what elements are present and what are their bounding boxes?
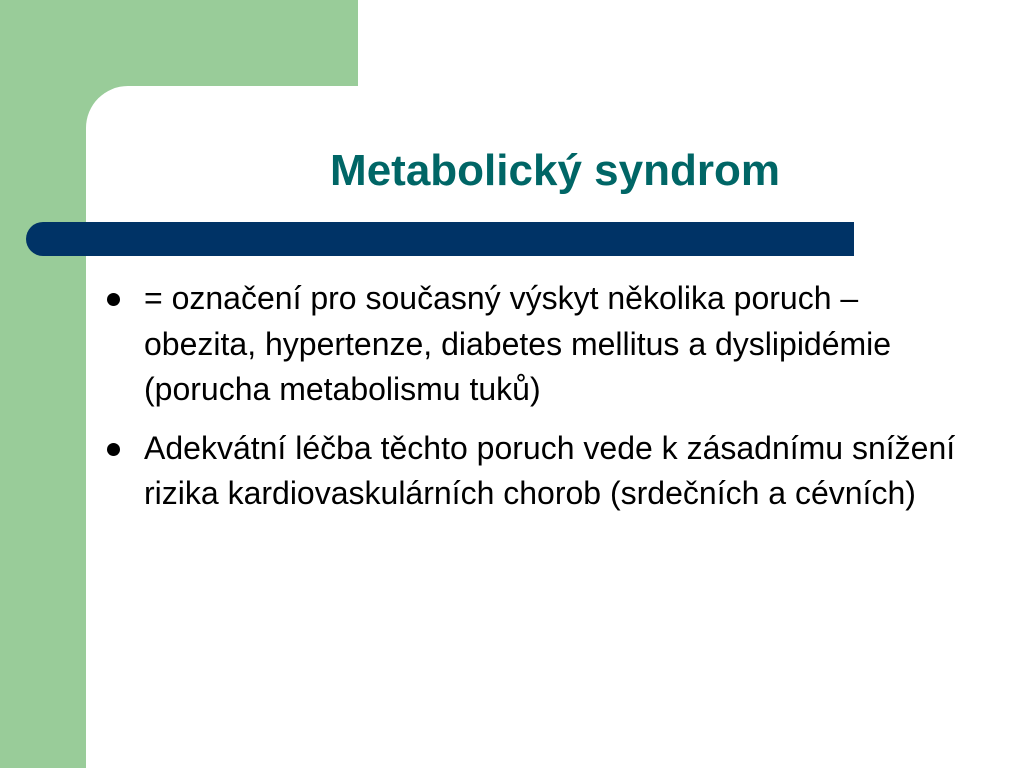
slide-title: Metabolický syndrom	[330, 146, 780, 195]
bullet-dot-icon	[107, 293, 120, 306]
bullet-text: = označení pro současný výskyt několika poruch – obezita, hypertenze, diabetes mellitus a dyslipidémie (porucha metabolismu tuků)	[144, 280, 892, 407]
bullet-item	[104, 426, 964, 517]
title-underline-bar	[26, 222, 854, 256]
bullet-text: Adekvátní léčba těchto poruch vede k zásadnímu snížení rizika kardiovaskulárních chorob (srdečních a cévních)	[144, 429, 956, 511]
bullet-dot-icon	[107, 443, 120, 456]
bullet-item	[104, 276, 964, 413]
bullet-list	[104, 276, 964, 530]
